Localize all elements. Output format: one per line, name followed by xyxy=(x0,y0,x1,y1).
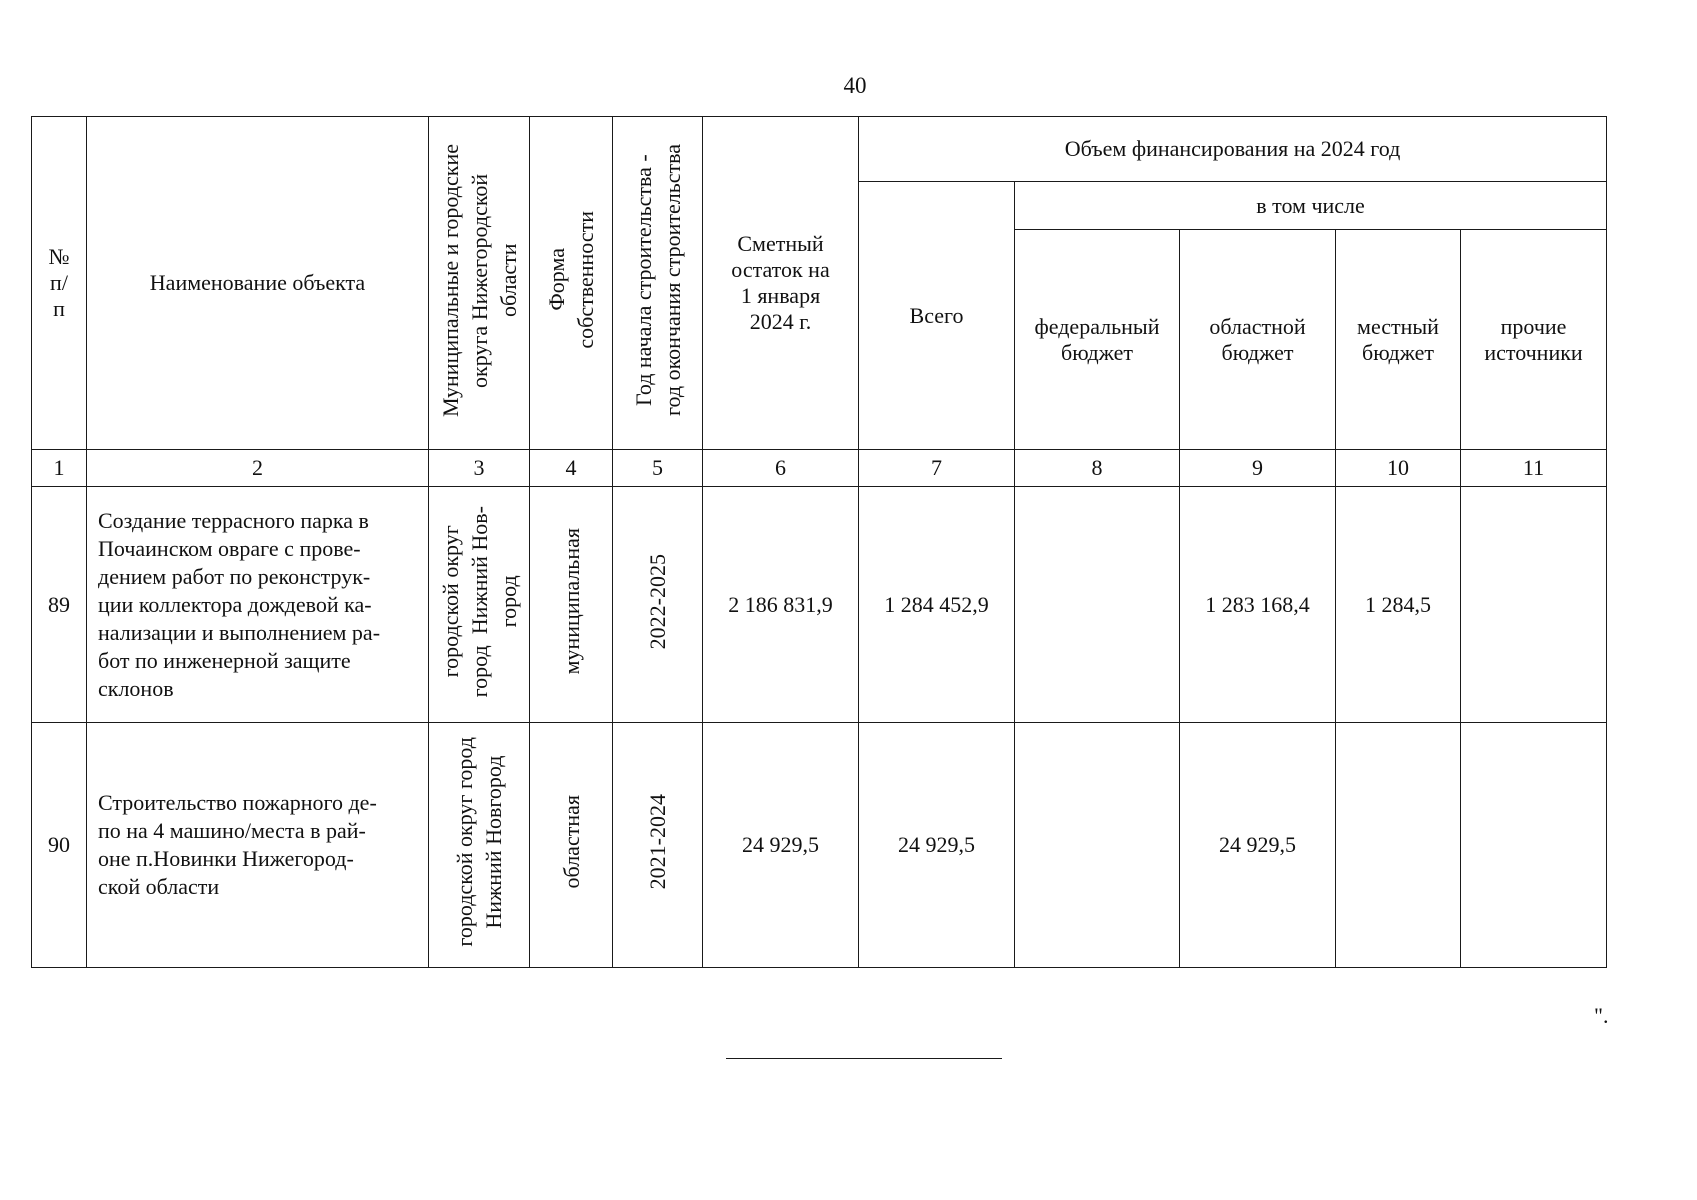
municipality-text: городской округ город Нижний Нов- город xyxy=(437,505,521,698)
column-number: 7 xyxy=(859,450,1015,487)
page-number: 40 xyxy=(843,73,867,98)
header-years xyxy=(613,117,703,450)
ownership-text: областная xyxy=(558,795,584,889)
header-federal-budget: федеральный бюджет xyxy=(1015,230,1180,450)
column-number: 1 xyxy=(32,450,87,487)
header-row-1 xyxy=(32,117,1607,182)
federal-budget xyxy=(1015,487,1180,723)
column-number: 10 xyxy=(1336,450,1461,487)
table-row xyxy=(32,723,1607,968)
column-number: 5 xyxy=(613,450,703,487)
total-funding: 24 929,5 xyxy=(859,723,1015,968)
column-number: 2 xyxy=(87,450,429,487)
header-funding-group: Объем финансирования на 2024 год xyxy=(859,117,1607,182)
years-text: 2022-2025 xyxy=(645,553,670,650)
header-regional-budget: областной бюджет xyxy=(1180,230,1336,450)
header-number: № п/ п xyxy=(32,117,87,450)
years-cell xyxy=(613,487,703,723)
row-number: 90 xyxy=(32,723,87,968)
column-number: 6 xyxy=(703,450,859,487)
estimated-balance: 2 186 831,9 xyxy=(703,487,859,723)
header-municipality-text: Муниципальные и городские округа Нижегородской области xyxy=(437,143,521,417)
column-number-row xyxy=(32,450,1607,487)
other-sources xyxy=(1461,723,1607,968)
column-number: 11 xyxy=(1461,450,1607,487)
header-including-group: в том числе xyxy=(1015,182,1607,230)
total-funding: 1 284 452,9 xyxy=(859,487,1015,723)
municipality-cell xyxy=(429,487,530,723)
years-text: 2021-2024 xyxy=(645,794,670,890)
local-budget xyxy=(1336,723,1461,968)
header-municipality xyxy=(429,117,530,450)
regional-budget: 1 283 168,4 xyxy=(1180,487,1336,723)
column-number: 8 xyxy=(1015,450,1180,487)
table-row xyxy=(32,487,1607,723)
closing-quote-mark: ". xyxy=(1594,1003,1609,1028)
header-object-name: Наименование объекта xyxy=(87,117,429,450)
header-other-sources: прочие источники xyxy=(1461,230,1607,450)
municipality-text: городской округ город Нижний Новгород xyxy=(452,737,506,947)
ownership-cell xyxy=(530,723,613,968)
header-estimated-balance: Сметный остаток на 1 января 2024 г. xyxy=(703,117,859,450)
ownership-cell xyxy=(530,487,613,723)
column-number: 3 xyxy=(429,450,530,487)
row-number: 89 xyxy=(32,487,87,723)
regional-budget: 24 929,5 xyxy=(1180,723,1336,968)
financing-table xyxy=(31,116,1607,968)
header-ownership xyxy=(530,117,613,450)
header-ownership-text: Форма собственности xyxy=(544,211,598,349)
municipality-cell xyxy=(429,723,530,968)
header-local-budget: местный бюджет xyxy=(1336,230,1461,450)
other-sources xyxy=(1461,487,1607,723)
federal-budget xyxy=(1015,723,1180,968)
estimated-balance: 24 929,5 xyxy=(703,723,859,968)
years-cell xyxy=(613,723,703,968)
column-number: 4 xyxy=(530,450,613,487)
column-number: 9 xyxy=(1180,450,1336,487)
object-name: Создание террасного парка в Почаинском овраге с прове- дением работ по реконструк- ции коллектора дождевой ка- нализации и выполнением ра- бот по инженерной защите склонов xyxy=(87,487,429,723)
ownership-text: муниципальная xyxy=(558,528,584,675)
header-years-text: Год начала строительства - год окончания строительства xyxy=(630,144,685,416)
header-total: Всего xyxy=(859,182,1015,450)
separator-line xyxy=(726,1058,1002,1059)
object-name: Строительство пожарного де- по на 4 машино/места в рай- оне п.Новинки Нижегород- ской области xyxy=(87,723,429,968)
local-budget: 1 284,5 xyxy=(1336,487,1461,723)
